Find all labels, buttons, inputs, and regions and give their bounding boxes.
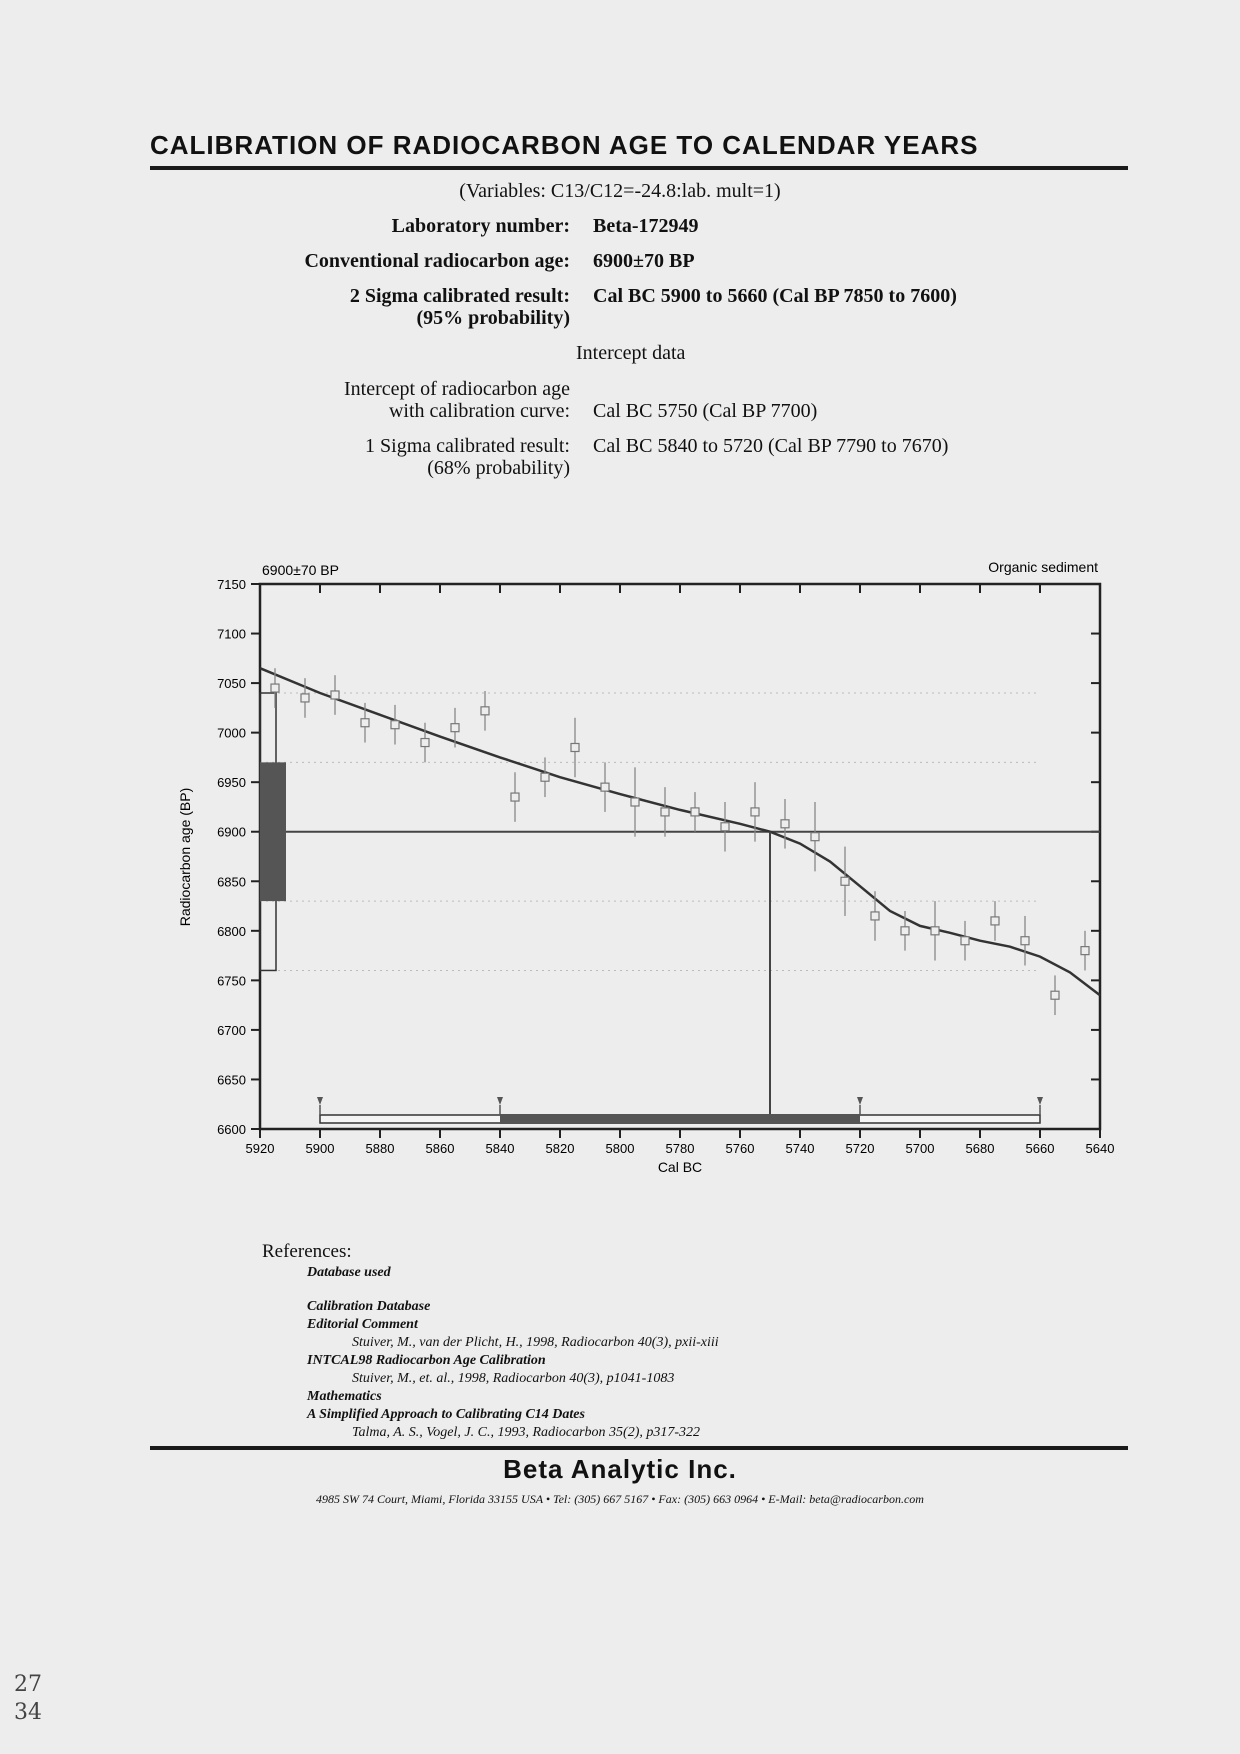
sigma1-value: Cal BC 5840 to 5720 (Cal BP 7790 to 7670) [593,435,949,457]
data-point [331,691,339,699]
x-tick-label: 5820 [545,1141,575,1156]
data-point [511,793,519,801]
data-point [361,719,369,727]
x-tick-label: 5640 [1085,1141,1115,1156]
y-axis-title: Radiocarbon age (BP) [177,787,193,927]
x-tick-label: 5740 [785,1141,815,1156]
sigma2-label: 2 Sigma calibrated result: [349,285,570,307]
ref-approach: A Simplified Approach to Calibrating C14 Dates [307,1407,585,1422]
x-tick-label: 5920 [245,1141,275,1156]
x-tick-label: 5780 [665,1141,695,1156]
x-tick-label: 5720 [845,1141,875,1156]
data-point [481,707,489,715]
data-point [961,937,969,945]
ref-mathematics: Mathematics [307,1389,382,1404]
data-point [541,773,549,781]
y-tick-label: 7000 [217,725,246,741]
lab-number-value: Beta-172949 [593,215,699,237]
intercept-value: Cal BC 5750 (Cal BP 7700) [593,400,818,422]
data-point [721,823,729,831]
ref-citation-2: Stuiver, M., et. al., 1998, Radiocarbon 40(3), p1041-1083 [352,1371,675,1386]
data-point [661,808,669,816]
data-point [901,927,909,935]
x-tick-label: 5760 [725,1141,755,1156]
data-point [1051,991,1059,999]
range-marker [317,1097,323,1105]
range-marker [1037,1097,1043,1105]
x-tick-label: 5800 [605,1141,635,1156]
y-tick-label: 6650 [217,1072,246,1088]
lab-number-label: Laboratory number: [391,215,570,237]
data-point [601,783,609,791]
variables-line: (Variables: C13/C12=-24.8:lab. mult=1) [459,180,781,202]
y-tick-label: 6900 [217,824,246,840]
handwritten-number-1: 27 [14,1672,42,1697]
data-point [421,739,429,747]
references-list [307,1264,719,1442]
data-point [301,694,309,702]
x-tick-label: 5900 [305,1141,335,1156]
data-point [451,724,459,732]
y-tick-label: 6850 [217,874,246,890]
age-label: 6900±70 BP [262,562,339,578]
page-title: CALIBRATION OF RADIOCARBON AGE TO CALENDAR YEARS [150,130,979,160]
data-point [811,833,819,841]
company-address: 4985 SW 74 Court, Miami, Florida 33155 USA • Tel: (305) 667 5167 • Fax: (305) 663 0964 • E-Mail: beta@radiocarbon.com [316,1492,924,1506]
sigma1-label: 1 Sigma calibrated result: [365,435,570,457]
ref-editorial-comment: Editorial Comment [307,1317,418,1332]
data-point [1081,947,1089,955]
range-marker [857,1097,863,1105]
handwritten-number-2: 34 [14,1700,42,1725]
ref-citation-1: Stuiver, M., van der Plicht, H., 1998, Radiocarbon 40(3), pxii-xiii [352,1335,719,1350]
y-tick-label: 6800 [217,923,246,939]
title-rule [150,166,1128,170]
references-heading: References: [262,1241,352,1262]
ref-database-used: Database used [307,1265,391,1280]
y-tick-label: 7100 [217,626,246,642]
sigma2-probability: (95% probability) [416,307,570,329]
y-tick-label: 6600 [217,1122,246,1137]
x-tick-label: 5680 [965,1141,995,1156]
data-point [631,798,639,806]
sample-type-label: Organic sediment [988,559,1098,575]
x-axis-title: Cal BC [657,1159,703,1175]
sigma1-cal-bar [500,1114,860,1124]
plot-frame [260,584,1100,1129]
ref-citation-3: Talma, A. S., Vogel, J. C., 1993, Radiocarbon 35(2), p317-322 [352,1425,701,1440]
x-tick-label: 5860 [425,1141,455,1156]
y-tick-label: 6700 [217,1022,246,1038]
y-tick-label: 6950 [217,775,246,791]
data-point [691,808,699,816]
sigma2-value: Cal BC 5900 to 5660 (Cal BP 7850 to 7600) [593,285,957,307]
data-point [751,808,759,816]
range-marker [497,1097,503,1105]
ref-calibration-database: Calibration Database [307,1299,431,1314]
calibration-chart [160,550,1120,1190]
x-tick-label: 5840 [485,1141,515,1156]
data-point [571,744,579,752]
ref-intcal: INTCAL98 Radiocarbon Age Calibration [307,1353,546,1368]
data-point [781,820,789,828]
company-name: Beta Analytic Inc. [503,1454,737,1484]
x-tick-label: 5880 [365,1141,395,1156]
data-point [841,877,849,885]
conventional-age-label: Conventional radiocarbon age: [304,250,570,272]
footer-rule [150,1446,1128,1450]
x-tick-label: 5700 [905,1141,935,1156]
y-tick-label: 6750 [217,973,246,989]
data-point [391,721,399,729]
y-tick-label: 7050 [217,676,246,692]
conventional-age-value: 6900±70 BP [593,250,695,272]
sigma1-probability: (68% probability) [427,457,570,479]
y-tick-label: 7150 [217,577,246,592]
data-point [991,917,999,925]
intercept-heading: Intercept data [576,342,686,364]
data-point [271,684,279,692]
data-point [1021,937,1029,945]
intercept-label-2: with calibration curve: [388,400,570,422]
sigma1-age-bar [260,762,286,901]
intercept-label-1: Intercept of radiocarbon age [344,378,570,400]
data-point [871,912,879,920]
x-tick-label: 5660 [1025,1141,1055,1156]
data-point [931,927,939,935]
